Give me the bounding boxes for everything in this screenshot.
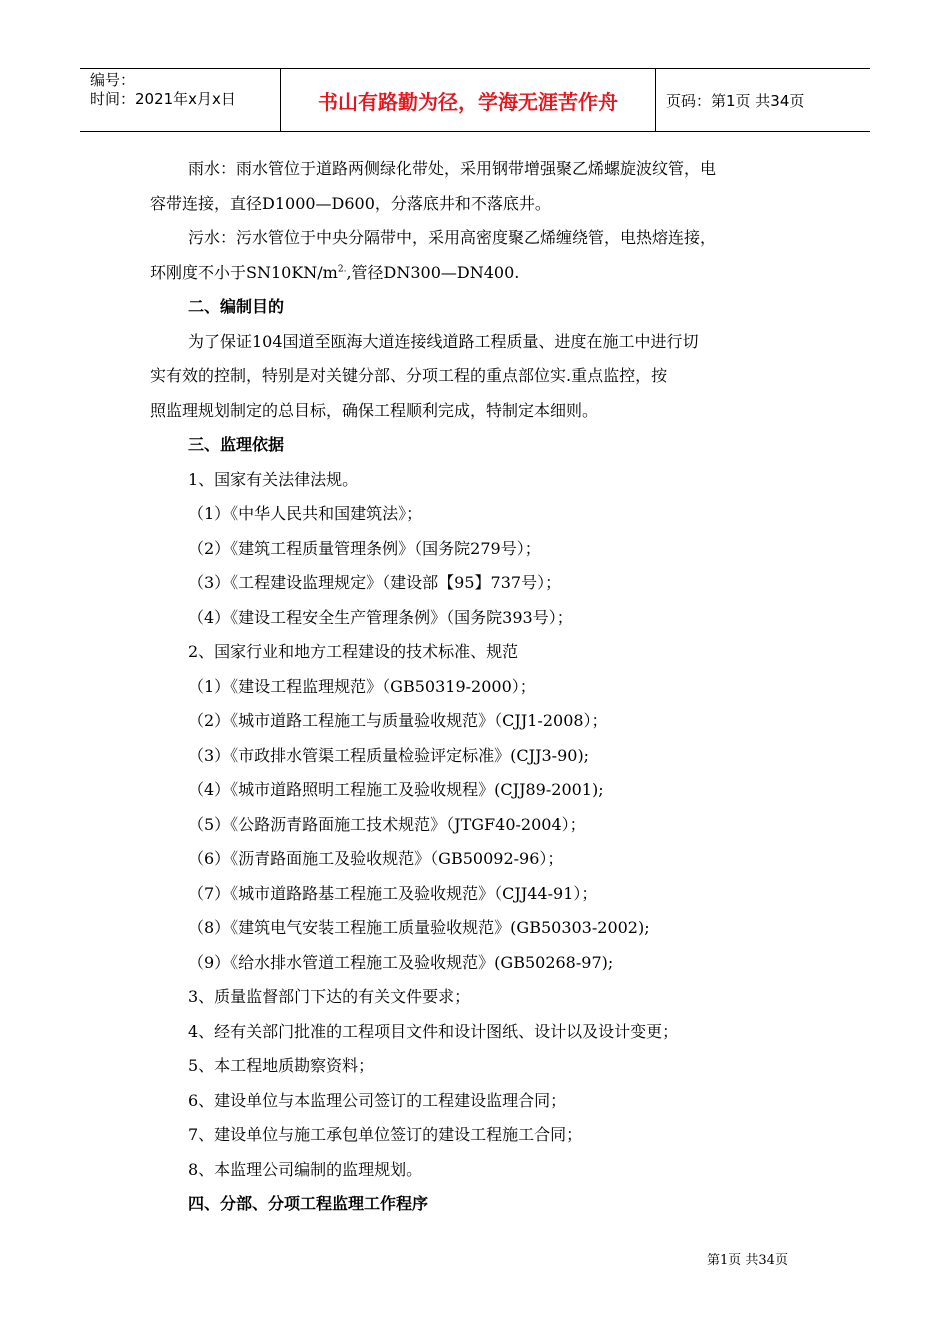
- basis-item: 7、建设单位与施工承包单位签订的建设工程施工合同；: [188, 1125, 583, 1144]
- document-body: [150, 152, 810, 1222]
- basis-item: 1、国家有关法律法规。: [188, 469, 359, 489]
- page-footer: 第1页 共34页: [707, 1253, 788, 1268]
- header-motto: 书山有路勤为径，学海无涯苦作舟: [281, 69, 656, 131]
- purpose-line-2: 实有效的控制，特别是对关键分部、分项工程的重点部位实.重点监控，按: [150, 366, 668, 385]
- basis-item: （2）《建筑工程质量管理条例》（国务院279号）；: [188, 538, 541, 558]
- rain-line-2: 容带连接，直径D1000—D600，分落底井和不落底井。: [150, 193, 551, 213]
- sewage-unit-superscript: 2.: [337, 264, 347, 275]
- basis-item: 8、本监理公司编制的监理规划。: [188, 1159, 423, 1179]
- basis-item: （1）《中华人民共和国建筑法》；: [188, 504, 423, 523]
- sewage-line-2: [150, 256, 810, 291]
- basis-item: （3）《市政排水管渠工程质量检验评定标准》(CJJ3-90);: [188, 745, 590, 765]
- sewage-line-2-b: ,管径DN300—DN400.: [346, 262, 520, 282]
- page-header: [80, 68, 870, 132]
- basis-item: （7）《城市道路路基工程施工及验收规范》（CJJ44-91）；: [188, 883, 598, 903]
- basis-item: （2）《城市道路工程施工与质量验收规范》（CJJ1-2008）；: [188, 711, 608, 730]
- header-meta: [80, 69, 281, 131]
- purpose-line-1: 为了保证104国道至瓯海大道连接线道路工程质量、进度在施工中进行切: [188, 331, 699, 351]
- time-label: 时间：2021年x月x日: [90, 90, 236, 108]
- basis-item: （4）《建设工程安全生产管理条例》（国务院393号）；: [188, 607, 573, 627]
- purpose-line-3: 照监理规划制定的总目标，确保工程顺利完成，特制定本细则。: [150, 400, 599, 420]
- section-3-title: 三、监理依据: [188, 435, 285, 454]
- basis-item: （8）《建筑电气安装工程施工质量验收规范》(GB50303-2002);: [188, 918, 650, 937]
- section-4-title: 四、分部、分项工程监理工作程序: [188, 1194, 429, 1213]
- sewage-line-2-a: 环刚度不小于SN10KN/m: [150, 262, 338, 282]
- rain-line-1: 雨水：雨水管位于道路两侧绿化带处，采用钢带增强聚乙烯螺旋波纹管，电: [188, 159, 717, 178]
- basis-item: （9）《给水排水管道工程施工及验收规范》(GB50268-97);: [188, 952, 614, 972]
- basis-item: 4、经有关部门批准的工程项目文件和设计图纸、设计以及设计变更；: [188, 1021, 679, 1041]
- basis-item: （6）《沥青路面施工及验收规范》（GB50092-96）；: [188, 849, 564, 868]
- serial-label: 编号：: [90, 71, 136, 89]
- basis-item: （1）《建设工程监理规范》（GB50319-2000）；: [188, 676, 536, 696]
- basis-item: 3、质量监督部门下达的有关文件要求；: [188, 987, 471, 1006]
- basis-item: 2、国家行业和地方工程建设的技术标准、规范: [188, 642, 519, 661]
- basis-item: （4）《城市道路照明工程施工及验收规程》(CJJ89-2001);: [188, 780, 604, 799]
- basis-item: 6、建设单位与本监理公司签订的工程建设监理合同；: [188, 1090, 567, 1110]
- basis-item: 5、本工程地质勘察资料；: [188, 1056, 375, 1075]
- basis-item: （3）《工程建设监理规定》（建设部【95】737号）；: [188, 573, 562, 592]
- sewage-line-1: 污水：污水管位于中央分隔带中，采用高密度聚乙烯缠绕管，电热熔连接，: [188, 228, 717, 247]
- basis-item: （5）《公路沥青路面施工技术规范》（JTGF40-2004）；: [188, 814, 586, 834]
- header-page-info: 页码：第1页 共34页: [666, 91, 805, 110]
- section-2-title: 二、编制目的: [188, 297, 285, 316]
